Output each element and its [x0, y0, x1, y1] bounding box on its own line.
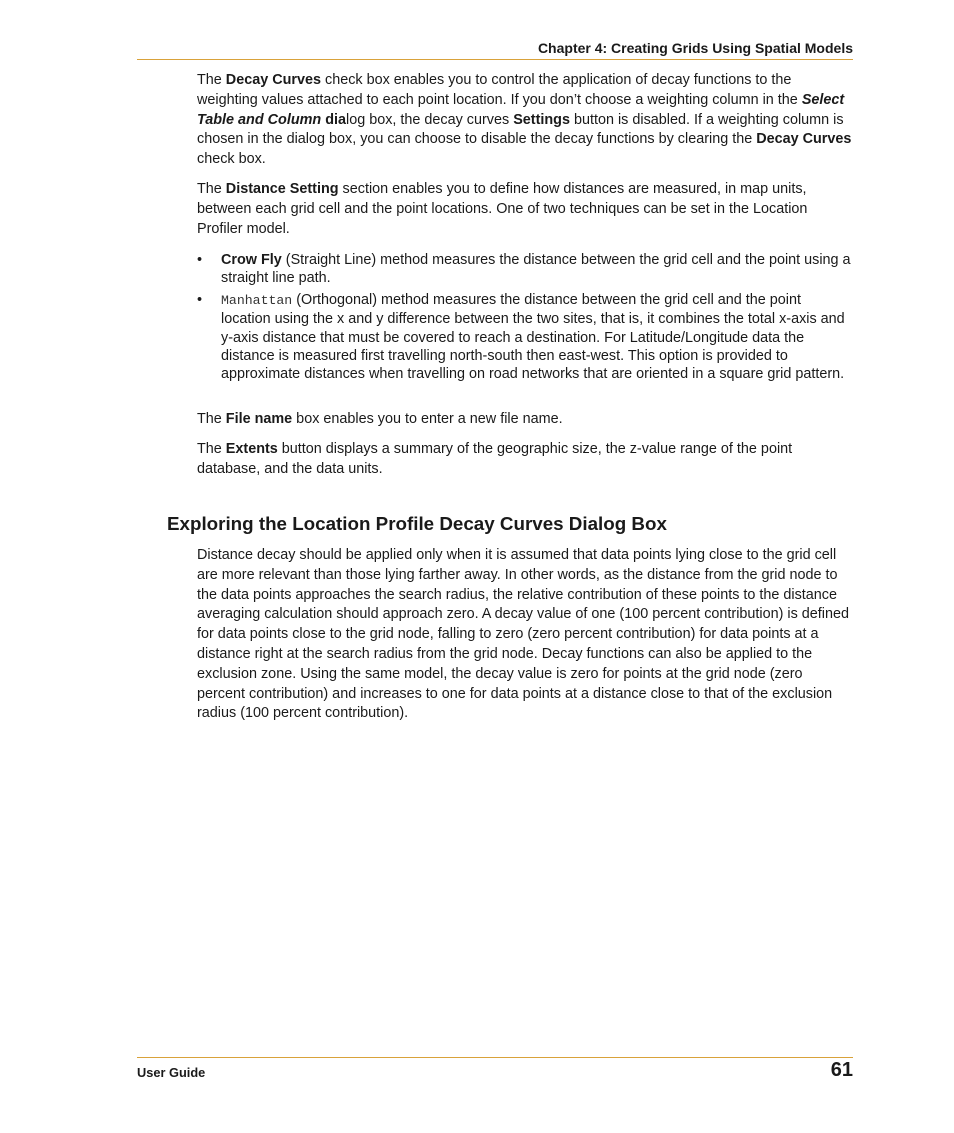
decay-curves-paragraph	[197, 71, 853, 170]
text-run: box enables you to enter a new file name.	[292, 411, 563, 427]
term-settings: Settings	[513, 111, 570, 128]
text-run: section enables you to define how distances are measured, in map units, between each grid cell and the point locations. One of two techniques can be set in the Location Profiler model.	[197, 181, 808, 237]
footer-guide-label: User Guide	[137, 1065, 206, 1080]
term-distance-setting: Distance Setting	[225, 181, 339, 197]
term-decay-curves-2: Decay Curves	[756, 131, 852, 148]
text-run: check box enables you to control the application of decay functions to the weighting values attached to each point location. If you don’t choose a weighting column in the	[197, 72, 802, 108]
text-run: The	[197, 411, 226, 427]
text-run: button displays a summary of the geographic size, the z-value range of the point database, and the data units.	[197, 441, 793, 477]
list-item-manhattan	[197, 291, 853, 384]
term-dia: dia	[325, 111, 346, 128]
list-item-crow-fly	[197, 251, 853, 288]
section-heading: Exploring the Location Profile Decay Curves Dialog Box	[167, 513, 667, 534]
text-run: The	[197, 181, 226, 197]
term-file-name: File name	[225, 411, 293, 427]
page-number: 61	[830, 1059, 853, 1081]
page-header	[137, 40, 853, 60]
text-run: The	[197, 72, 226, 88]
chapter-title: Chapter 4: Creating Grids Using Spatial Models	[537, 40, 853, 56]
distance-decay-paragraph: Distance decay should be applied only when it is assumed that data points lying close to the grid cell are more relevant than those lying farther away. In other words, as the distance from the grid node to the data points approaches the search radius, the relative contribution of these points to the distance averaging calculation should approach zero. A decay value of one (100 percent contribution) is defined for data points close to the grid node, falling to zero (zero percent contribution) for data points at a distance right at the search radius from the grid node. Decay functions can also be applied to the exclusion zone. Using the same model, the decay value is zero for points at the grid node (zero percent contribution) and increases to one for data points at a distance close to that of the exclusion radius (100 percent contribution).	[197, 547, 850, 722]
term-crow-fly: Crow Fly	[221, 252, 282, 268]
distance-setting-paragraph	[197, 180, 853, 239]
text-run: The	[197, 441, 226, 457]
file-name-paragraph	[197, 410, 853, 430]
text-run: (Orthogonal) method measures the distance between the grid cell and the point location using the x and y difference between the two sites, that is, it combines the total x-axis and y-axis distance that must be covered to reach a destination. For Latitude/Longitude data the distance is measured first travelling north-south then east-west. This option is provided to approximate distances when travelling on road networks that are oriented in a square grid pattern.	[221, 291, 845, 383]
text-run: button is disabled. If a weighting column is chosen in the dialog box, you can choose to disable the decay functions by clearing the	[197, 111, 844, 148]
bullet-marker: •	[197, 291, 203, 308]
term-extents: Extents	[225, 441, 278, 457]
bullet-marker: •	[197, 252, 203, 268]
term-decay-curves: Decay Curves	[225, 72, 321, 88]
term-select-table-and-column: Select Table and Column	[197, 91, 845, 128]
extents-paragraph	[197, 440, 853, 480]
code-manhattan: Manhattan	[221, 292, 293, 308]
page-footer	[137, 1057, 853, 1084]
text-run: log box, the decay curves	[346, 111, 514, 128]
text-run: (Straight Line) method measures the distance between the grid cell and the point using a straight line path.	[221, 252, 851, 287]
distance-methods-list	[197, 251, 853, 384]
text-run: check box.	[197, 151, 266, 168]
